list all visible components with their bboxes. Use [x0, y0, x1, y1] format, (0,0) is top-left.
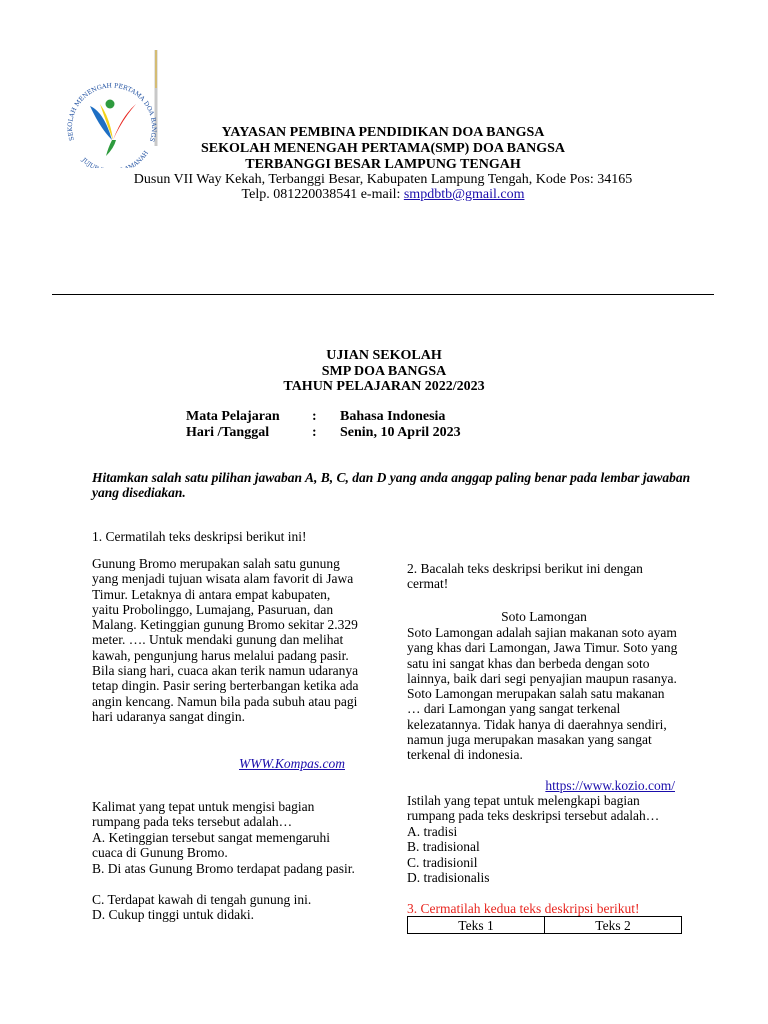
- foundation-name: YAYASAN PEMBINA PENDIDIKAN DOA BANGSA: [221, 125, 545, 140]
- subject-colon: :: [312, 409, 317, 424]
- svg-text:JUJUR IKHLAS AMANAH: JUJU MANAH: [80, 149, 150, 168]
- q3-comparison-table: [407, 916, 682, 934]
- exam-year: TAHUN PELAJARAN 2022/2023: [283, 379, 485, 394]
- svg-text:SEKOLAH MENENGAH PERTAMA DOA B: SEKOLAH MENENGAH PERTAMA DOA BANGS: [66, 82, 158, 143]
- q1-source: [92, 756, 345, 771]
- q2-option-c: C. tradisionil: [407, 855, 478, 870]
- exam-title: UJIAN SEKOLAH: [326, 348, 442, 363]
- table-row: [408, 917, 682, 934]
- school-contact: [100, 187, 666, 203]
- q2-option-d: D. tradisionalis: [407, 870, 490, 885]
- subject-label: Mata Pelajaran: [186, 409, 280, 424]
- subject-value: Bahasa Indonesia: [340, 409, 446, 424]
- date-label: Hari /Tanggal: [186, 425, 270, 440]
- q1-option-a: A. Ketinggian tersebut sangat memengaruhi cuaca di Gunung Bromo.: [92, 830, 331, 861]
- q1-option-d: D. Cukup tinggi untuk didaki.: [92, 907, 254, 922]
- table-header-text1: Teks 1: [408, 917, 545, 934]
- instruction-text: Hitamkan salah satu pilihan jawaban A, B, C, dan D yang anda anggap paling benar pada lembar jawaban yang disediakan.: [92, 470, 691, 500]
- exam-school: SMP DOA BANGSA: [321, 364, 447, 379]
- q1-question: Kalimat yang tepat untuk mengisi bagian rumpang pada teks tersebut adalah…: [92, 799, 315, 830]
- q2-option-b: B. tradisional: [407, 839, 480, 854]
- q1-passage: Gunung Bromo merupakan salah satu gunung yang menjadi tujuan wisata alam favorit di Jawa Timur. Letaknya di antara empat kabupaten, yaitu Probolinggo, Lumajang, Pasuruan, dan Malang. Ketinggian gunung Bromo sekitar 2.329 meter. …. Untuk mendaki gunung dan melihat kawah, pengunjung harus melalui padang pasir. Bila siang hari, cuaca akan terik namun udaranya tetap dingin. Pasir sering berterbangan ketika ada angin kencang. Namun bila pada subuh atau pagi hari udaranya sangat dingin.: [92, 556, 359, 724]
- date-value: Senin, 10 April 2023: [340, 425, 461, 440]
- q1-prompt: 1. Cermatilah teks deskripsi berikut ini!: [92, 529, 307, 544]
- q1-option-c: C. Terdapat kawah di tengah gunung ini.: [92, 892, 312, 907]
- date-row: [186, 425, 461, 440]
- header-divider: [52, 294, 714, 295]
- q2-prompt: 2. Bacalah teks deskripsi berikut ini dengan cermat!: [407, 561, 643, 592]
- q2-option-a: A. tradisi: [407, 824, 458, 839]
- subject-row: [186, 409, 445, 424]
- phone-text: Telp. 081220038541 e-mail:: [241, 187, 404, 202]
- school-location: TERBANGGI BESAR LAMPUNG TENGAH: [245, 157, 521, 172]
- q1-source-link[interactable]: WWW.Kompas.com: [239, 756, 345, 771]
- q2-source-link[interactable]: https://www.kozio.com/: [545, 778, 675, 793]
- q2-title: Soto Lamongan: [501, 609, 587, 624]
- email-link[interactable]: smpdbtb@gmail.com: [403, 187, 525, 202]
- q2-source: [407, 778, 675, 793]
- date-colon: :: [312, 425, 317, 440]
- q1-option-b: B. Di atas Gunung Bromo terdapat padang pasir.: [92, 861, 355, 876]
- q2-passage: Soto Lamongan adalah sajian makanan soto ayam yang khas dari Lamongan, Jawa Timur. Soto yang satu ini sangat khas dan berbeda dengan soto lainnya, baik dari segi penyajian maupun rasanya. Soto Lamongan merupakan salah satu makanan … dari Lamongan yang sangat terkenal kelezatannya. Tidak hanya di daerahnya sendiri, namun juga merupakan masakan yang sangat terkenal di indonesia.: [407, 625, 678, 763]
- table-header-text2: Teks 2: [545, 917, 682, 934]
- school-name: SEKOLAH MENENGAH PERTAMA(SMP) DOA BANGSA: [200, 141, 566, 156]
- q3-prompt: 3. Cermatilah kedua teks deskripsi berikut!: [407, 901, 640, 916]
- q2-question: Istilah yang tepat untuk melengkapi bagian rumpang pada teks deskripsi tersebut adalah…: [407, 793, 660, 824]
- school-address: Dusun VII Way Kekah, Terbanggi Besar, Kabupaten Lampung Tengah, Kode Pos: 34165: [133, 172, 633, 187]
